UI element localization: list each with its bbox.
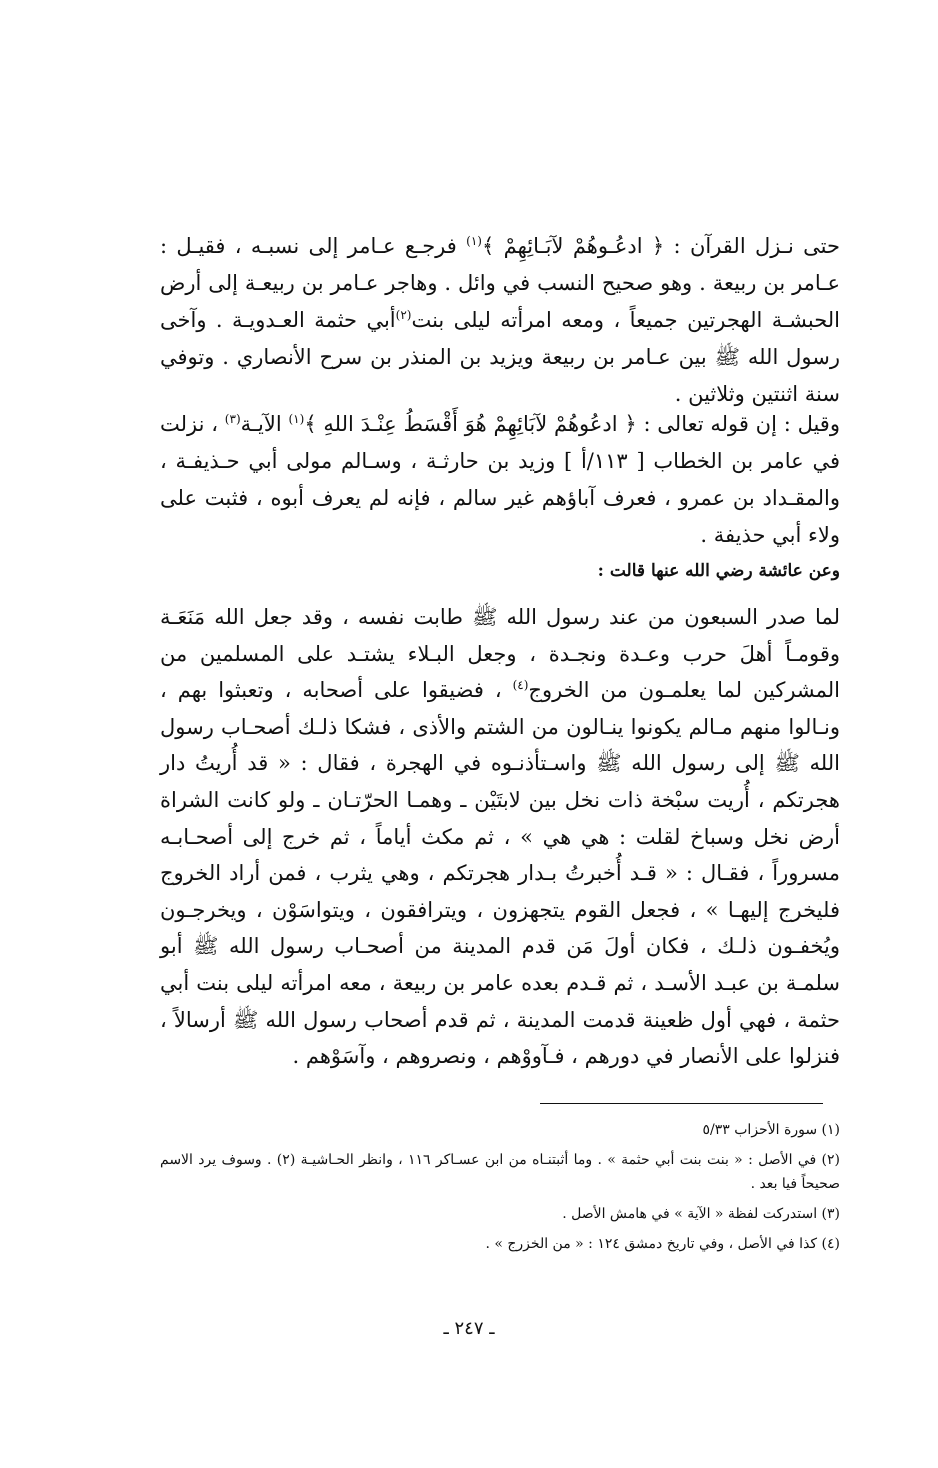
footnote-divider [540, 1103, 823, 1104]
footnote-ref-4: (٤) [512, 678, 529, 693]
page-number: ـ ٢٤٧ ـ [443, 1318, 495, 1339]
paragraph-2-part-c: ، نزلت في عامر بن الخطاب [ ١١٣/أ ] وزيد بن حارثـة ، وسـالم مولى أبي حـذيفـة ، والمقـداد بن عمرو ، فعرف آباؤهم غير سالم ، فإنه لم يعرف أبوه ، فثبت على ولاء أبي حذيفة . [160, 412, 840, 547]
paragraph-1 [160, 228, 840, 413]
paragraph-2-part-b: الآيـة [240, 412, 289, 436]
footnote-ref-1b: (١) [288, 412, 305, 426]
footnote-ref-1: (١) [466, 234, 482, 248]
paragraph-3-part-b: ، فضيقوا على أصحابه ، وتعبثوا بهم ، ونـالوا منهم مـالم يكونوا ينـالون من الشتم والأذى ، فشكا ذلـك أصحـاب رسول الله ﷺ إلى رسول الله ﷺ واسـتأذنـوه في الهجرة ، فقال : « قد أُريتُ دار هجرتكم ، أُريت سبْخة ذات نخل بين لابتَيْن ـ وهمـا الحرّتـان ـ ولو كانت الشراة أرض نخل وسباخ لقلت : هي هي » ، ثم مكث أياماً ، ثم خرج إلى أصحـابـه مسروراً ، فقـال : « قـد أُخبرتُ بـدار هجرتكم ، وهي يثرب ، فمن أراد الخروج فليخرج إليهـا » ، فجعل القوم يتجهزون ، ويترافقون ، ويتواسَوْن ، ويخرجـون ويُخفـون ذلـك ، فكان أولَ مَن قدم المدينة من أصحـاب رسول الله ﷺ أبو سلمـة بن عبـد الأسـد ، ثم قـدم بعده عامر بن ربيعة ، معه امرأته ليلى بنت أبي حثمة ، فهي أول ظعينة قدمت المدينة ، ثم قدم أصحاب رسول الله ﷺ أرسالاً ، فنزلوا على الأنصار في دورهم ، فـآووْهم ، ونصروهم ، وآسَوْهم . [160, 678, 840, 1069]
footnote-3: (٣) استدركت لفظة « الآية » في هامش الأصل . [562, 1206, 840, 1222]
paragraph-1-part-b: فرجـع عـامر إلى نسبـه ، فقيـل : عـامر بن ربيعة . وهو صحيح النسب في وائل . وهاجر عـامر بن ربيعـة إلى أرض الحبشـة الهجرتين جميعاً ، ومعه امرأته ليلى بنت [160, 234, 840, 332]
hadith-intro: وعن عائشة رضي الله عنها قالت : [597, 561, 840, 581]
paragraph-2-part-a: وقيل : إن قوله تعالى : ﴿ ادعُوهُمْ لآبَائِهِمْ هُوَ أَقْسَطُ عِنْـدَ اللهِ ﴾ [304, 412, 840, 436]
footnotes [160, 1118, 840, 1262]
footnote-ref-3: (٣) [224, 412, 241, 426]
paragraph-3 [160, 599, 840, 1075]
paragraph-3-part-a: لما صدر السبعون من عند رسول الله ﷺ طابت نفسه ، وقد جعل الله مَنَعَـة وقومـاً أهلَ حرب وعـدة ونجـدة ، وجعل البـلاء يشتـد على المسلمين من المشركين لما يعلمـون من الخروج [160, 605, 841, 703]
footnote-2: (٢) في الأصل : « بنت بنت أبي حثمة » . وما أثبتنـاه من ابن عسـاكر ١١٦ ، وانظر الحـاشيـة (٢) . وسوف يرد الاسم صحيحاً فيا بعد . [160, 1152, 840, 1192]
footnote-1: (١) سورة الأحزاب ٥/٣٣ [702, 1122, 840, 1138]
paragraph-1-part-c: أبي حثمة العـدويـة . وآخى رسول الله ﷺ بين عـامر بن ربيعة ويزيد بن المنذر بن سرح الأنصاري . وتوفي سنة اثنتين وثلاثين . [160, 308, 840, 406]
paragraph-2 [160, 406, 840, 554]
footnote-ref-2: (٢) [395, 308, 412, 322]
paragraph-1-part-a: حتى نـزل القرآن : ﴿ ادعُـوهُمْ لآبَـائِهِمْ ﴾ [481, 234, 840, 258]
footnote-4: (٤) كذا في الأصل ، وفي تاريخ دمشق ١٢٤ : « من الخزرج » . [485, 1236, 840, 1252]
